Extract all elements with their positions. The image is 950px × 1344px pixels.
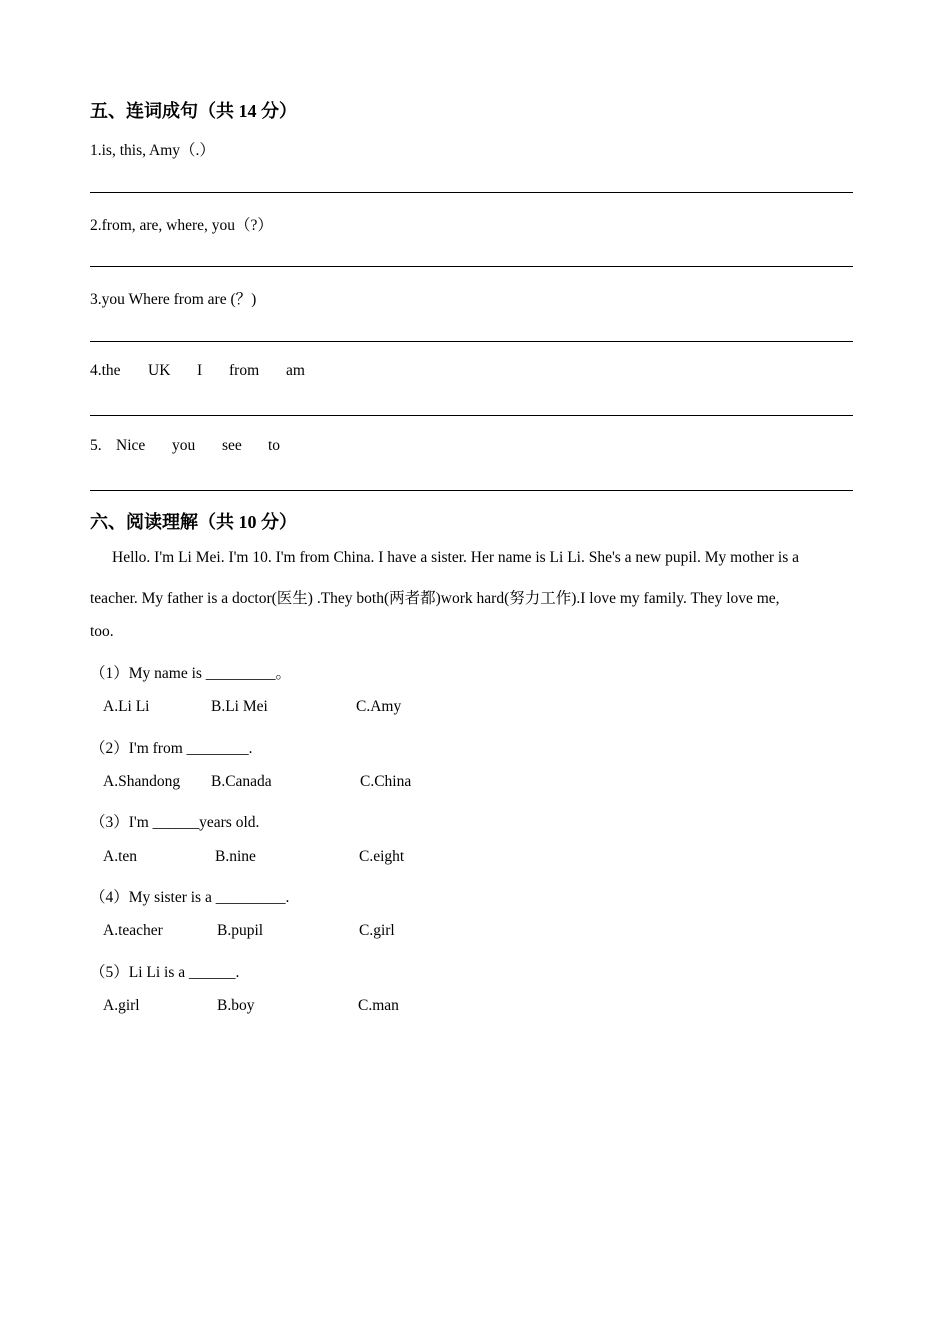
question-2-stem: （2）I'm from ________.: [90, 740, 253, 757]
q1-option-c[interactable]: C.Amy: [356, 698, 402, 715]
s5-item-2: 2.from, are, where, you（?）: [90, 217, 273, 234]
q4-option-b[interactable]: B.pupil: [217, 922, 264, 939]
s5-item-5-word: you: [172, 437, 196, 454]
passage-line-3: too.: [90, 623, 114, 640]
section5-heading: 五、连词成句（共 14 分）: [90, 101, 297, 121]
s5-answer-line-3[interactable]: [90, 341, 853, 342]
q5-option-b[interactable]: B.boy: [217, 997, 255, 1014]
s5-answer-line-2[interactable]: [90, 266, 853, 267]
q4-option-a[interactable]: A.teacher: [103, 922, 163, 939]
s5-item-5-word: to: [268, 437, 281, 454]
s5-item-4-word: UK: [148, 362, 171, 379]
q5-option-c[interactable]: C.man: [358, 997, 399, 1014]
s5-item-5-word: Nice: [116, 437, 146, 454]
q2-option-a[interactable]: A.Shandong: [103, 773, 181, 790]
s5-item-5-word: see: [222, 437, 242, 454]
q3-option-c[interactable]: C.eight: [359, 848, 405, 865]
question-4-stem: （4）My sister is a _________.: [90, 889, 290, 906]
s5-item-4-word: 4.the: [90, 362, 121, 379]
q5-option-a[interactable]: A.girl: [103, 997, 140, 1014]
s5-item-1: 1.is, this, Amy（.）: [90, 142, 215, 159]
passage-line-1: Hello. I'm Li Mei. I'm 10. I'm from China. I have a sister. Her name is Li Li. She's a new pupil. My mother is a: [112, 549, 800, 566]
q2-option-b[interactable]: B.Canada: [211, 773, 272, 790]
s5-answer-line-4[interactable]: [90, 415, 853, 416]
q3-option-a[interactable]: A.ten: [103, 848, 138, 865]
section6-heading: 六、阅读理解（共 10 分）: [90, 512, 297, 532]
q1-option-a[interactable]: A.Li Li: [103, 698, 150, 715]
s5-item-4-word: I: [197, 362, 203, 379]
question-3-stem: （3）I'm ______years old.: [90, 814, 260, 831]
s5-item-4-word: am: [286, 362, 305, 379]
s5-answer-line-5[interactable]: [90, 490, 853, 491]
s5-answer-line-1[interactable]: [90, 192, 853, 193]
q4-option-c[interactable]: C.girl: [359, 922, 395, 939]
q3-option-b[interactable]: B.nine: [215, 848, 256, 865]
question-1-stem: （1）My name is _________。: [90, 665, 292, 682]
question-5-stem: （5）Li Li is a ______.: [90, 964, 240, 981]
q1-option-b[interactable]: B.Li Mei: [211, 698, 268, 715]
s5-item-5-word: 5.: [90, 437, 102, 454]
passage-line-2: teacher. My father is a doctor(医生) .They both(两者都)work hard(努力工作).I love my family. They love me,: [90, 590, 780, 607]
q2-option-c[interactable]: C.China: [360, 773, 412, 790]
s5-item-3: 3.you Where from are (？): [90, 291, 257, 308]
s5-item-4-word: from: [229, 362, 260, 379]
